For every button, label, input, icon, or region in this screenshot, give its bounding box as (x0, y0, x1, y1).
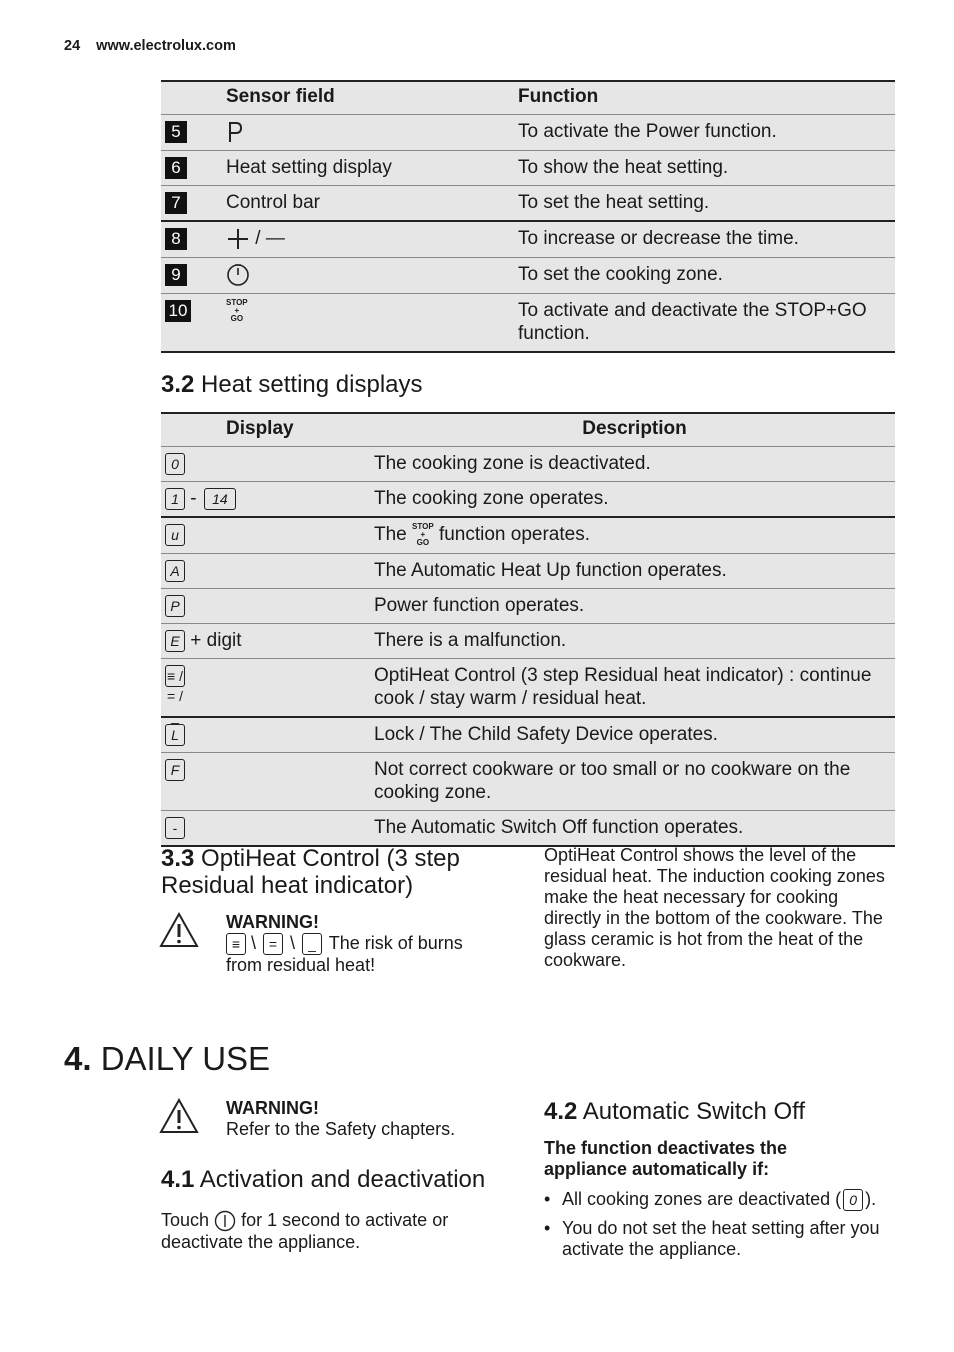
plus-icon (226, 227, 250, 251)
warning-title: WARNING! (226, 912, 319, 932)
table-row (161, 554, 895, 589)
item-number: 6 (165, 157, 187, 179)
table-row (161, 717, 895, 753)
description-text: The Automatic Switch Off function operates. (374, 811, 895, 847)
column-header-function: Function (518, 81, 895, 115)
display-symbol: - (165, 817, 185, 839)
table-row (161, 221, 895, 258)
table-row (161, 659, 895, 718)
sensor-text: Heat setting display (226, 151, 518, 186)
power-on-off-icon[interactable] (214, 1210, 236, 1232)
residual-heat-low-symbol: _ (302, 933, 322, 955)
table-header-row (161, 413, 895, 447)
warning-text: Refer to the Safety chapters. (226, 1119, 456, 1139)
function-text: To set the cooking zone. (518, 258, 895, 294)
function-text: To increase or decrease the time. (518, 221, 895, 258)
plus-minus-label: / — (255, 228, 285, 250)
description-text: The Automatic Heat Up function operates. (374, 554, 895, 589)
warning-title: WARNING! (226, 1098, 319, 1118)
display-symbol: u (165, 524, 185, 546)
table-row (161, 753, 895, 811)
sensor-field-table (161, 80, 895, 353)
table-row (161, 447, 895, 482)
description-text: Power function operates. (374, 589, 895, 624)
table-row: E + digit There is a malfunction. (161, 624, 895, 659)
section-heading-4-1: 4.1 Activation and deactivation (161, 1166, 486, 1193)
table-row (161, 294, 895, 353)
description-text: The STOP + GO function operates. (374, 517, 895, 554)
description-text: The cooking zone is deactivated. (374, 447, 895, 482)
page-header (64, 38, 236, 54)
description-text: There is a malfunction. (374, 624, 895, 659)
description-text: OptiHeat Control (3 step Residual heat indicator) : continue cook / stay warm / residual heat. (374, 659, 895, 718)
table-row (161, 811, 895, 847)
sensor-text: Control bar (226, 186, 518, 222)
heat-setting-display-table (161, 412, 895, 847)
warning-triangle-icon (159, 1098, 199, 1134)
item-number: 7 (165, 192, 187, 214)
display-symbol: P (165, 595, 185, 617)
description-text: Lock / The Child Safety Device operates. (374, 717, 895, 753)
item-number: 8 (165, 228, 187, 250)
function-text: To show the heat setting. (518, 151, 895, 186)
residual-heat-mid-symbol: = (263, 933, 283, 955)
page-number: 24 (64, 38, 81, 54)
auto-switch-off-lead: The function deactivates the appliance automatically if: (544, 1138, 788, 1179)
power-p-icon (226, 120, 244, 144)
item-number: 10 (165, 300, 191, 322)
item-number: 5 (165, 121, 187, 143)
function-text: To set the heat setting. (518, 186, 895, 222)
residual-heat-high-symbol: ≡ (226, 933, 246, 955)
display-symbol: 1 (165, 488, 185, 510)
description-text: The cooking zone operates. (374, 482, 895, 518)
function-text: To activate the Power function. (518, 115, 895, 151)
stop-go-icon: STOP + GO (412, 522, 434, 547)
optiheat-description: OptiHeat Control shows the level of the residual heat. The induction cooking zones make the heat necessary for cooking directly in the bottom of the cookware. The glass ceramic is hot from the heat of the cookware. (544, 845, 885, 970)
description-text: Not correct cookware or too small or no cookware on the cooking zone. (374, 753, 895, 811)
list-item: • All cooking zones are deactivated ( 0 ). (544, 1189, 889, 1211)
display-symbol: F (165, 759, 185, 781)
table-row (161, 115, 895, 151)
table-row (161, 151, 895, 186)
warning-text: ≡ \ = \ _ The risk of burns from residual heat! (226, 933, 463, 976)
table-header-row (161, 81, 895, 115)
column-header-display: Display (161, 413, 374, 447)
activation-text: Touch for 1 second to activate or deactivate the appliance. (161, 1210, 449, 1253)
column-header-description: Description (374, 413, 895, 447)
section-heading-3-2: 3.2 Heat setting displays (161, 371, 423, 398)
display-symbol: A (165, 560, 185, 582)
table-row (161, 258, 895, 294)
warning-block-3-3 (226, 912, 496, 976)
display-symbol: 0 (165, 453, 185, 475)
display-symbol: 14 (204, 488, 236, 510)
table-row (161, 589, 895, 624)
warning-triangle-icon (159, 912, 199, 948)
section-heading-3-3: 3.3 OptiHeat Control (3 step Residual heat indicator) (161, 845, 460, 899)
display-symbol: ≡ / = / _ (165, 665, 185, 687)
table-row (161, 186, 895, 222)
timer-icon (226, 263, 250, 287)
display-symbol: L (165, 724, 185, 746)
website-link[interactable]: www.electrolux.com (96, 38, 236, 54)
display-symbol: E (165, 630, 185, 652)
display-symbol: 0 (843, 1189, 863, 1211)
table-row (161, 517, 895, 554)
item-number: 9 (165, 264, 187, 286)
section-heading-4-2: 4.2 Automatic Switch Off (544, 1098, 806, 1125)
chapter-heading: 4. DAILY USE (64, 1040, 271, 1077)
auto-switch-off-list (544, 1189, 889, 1267)
stop-go-icon: STOP + GO (226, 298, 248, 323)
function-text: To activate and deactivate the STOP+GO function. (518, 294, 895, 353)
list-item: • You do not set the heat setting after you activate the appliance. (544, 1218, 889, 1260)
warning-block-4 (226, 1098, 506, 1140)
table-row: 1 - 14 The cooking zone operates. (161, 482, 895, 518)
column-header-sensor: Sensor field (226, 81, 518, 115)
